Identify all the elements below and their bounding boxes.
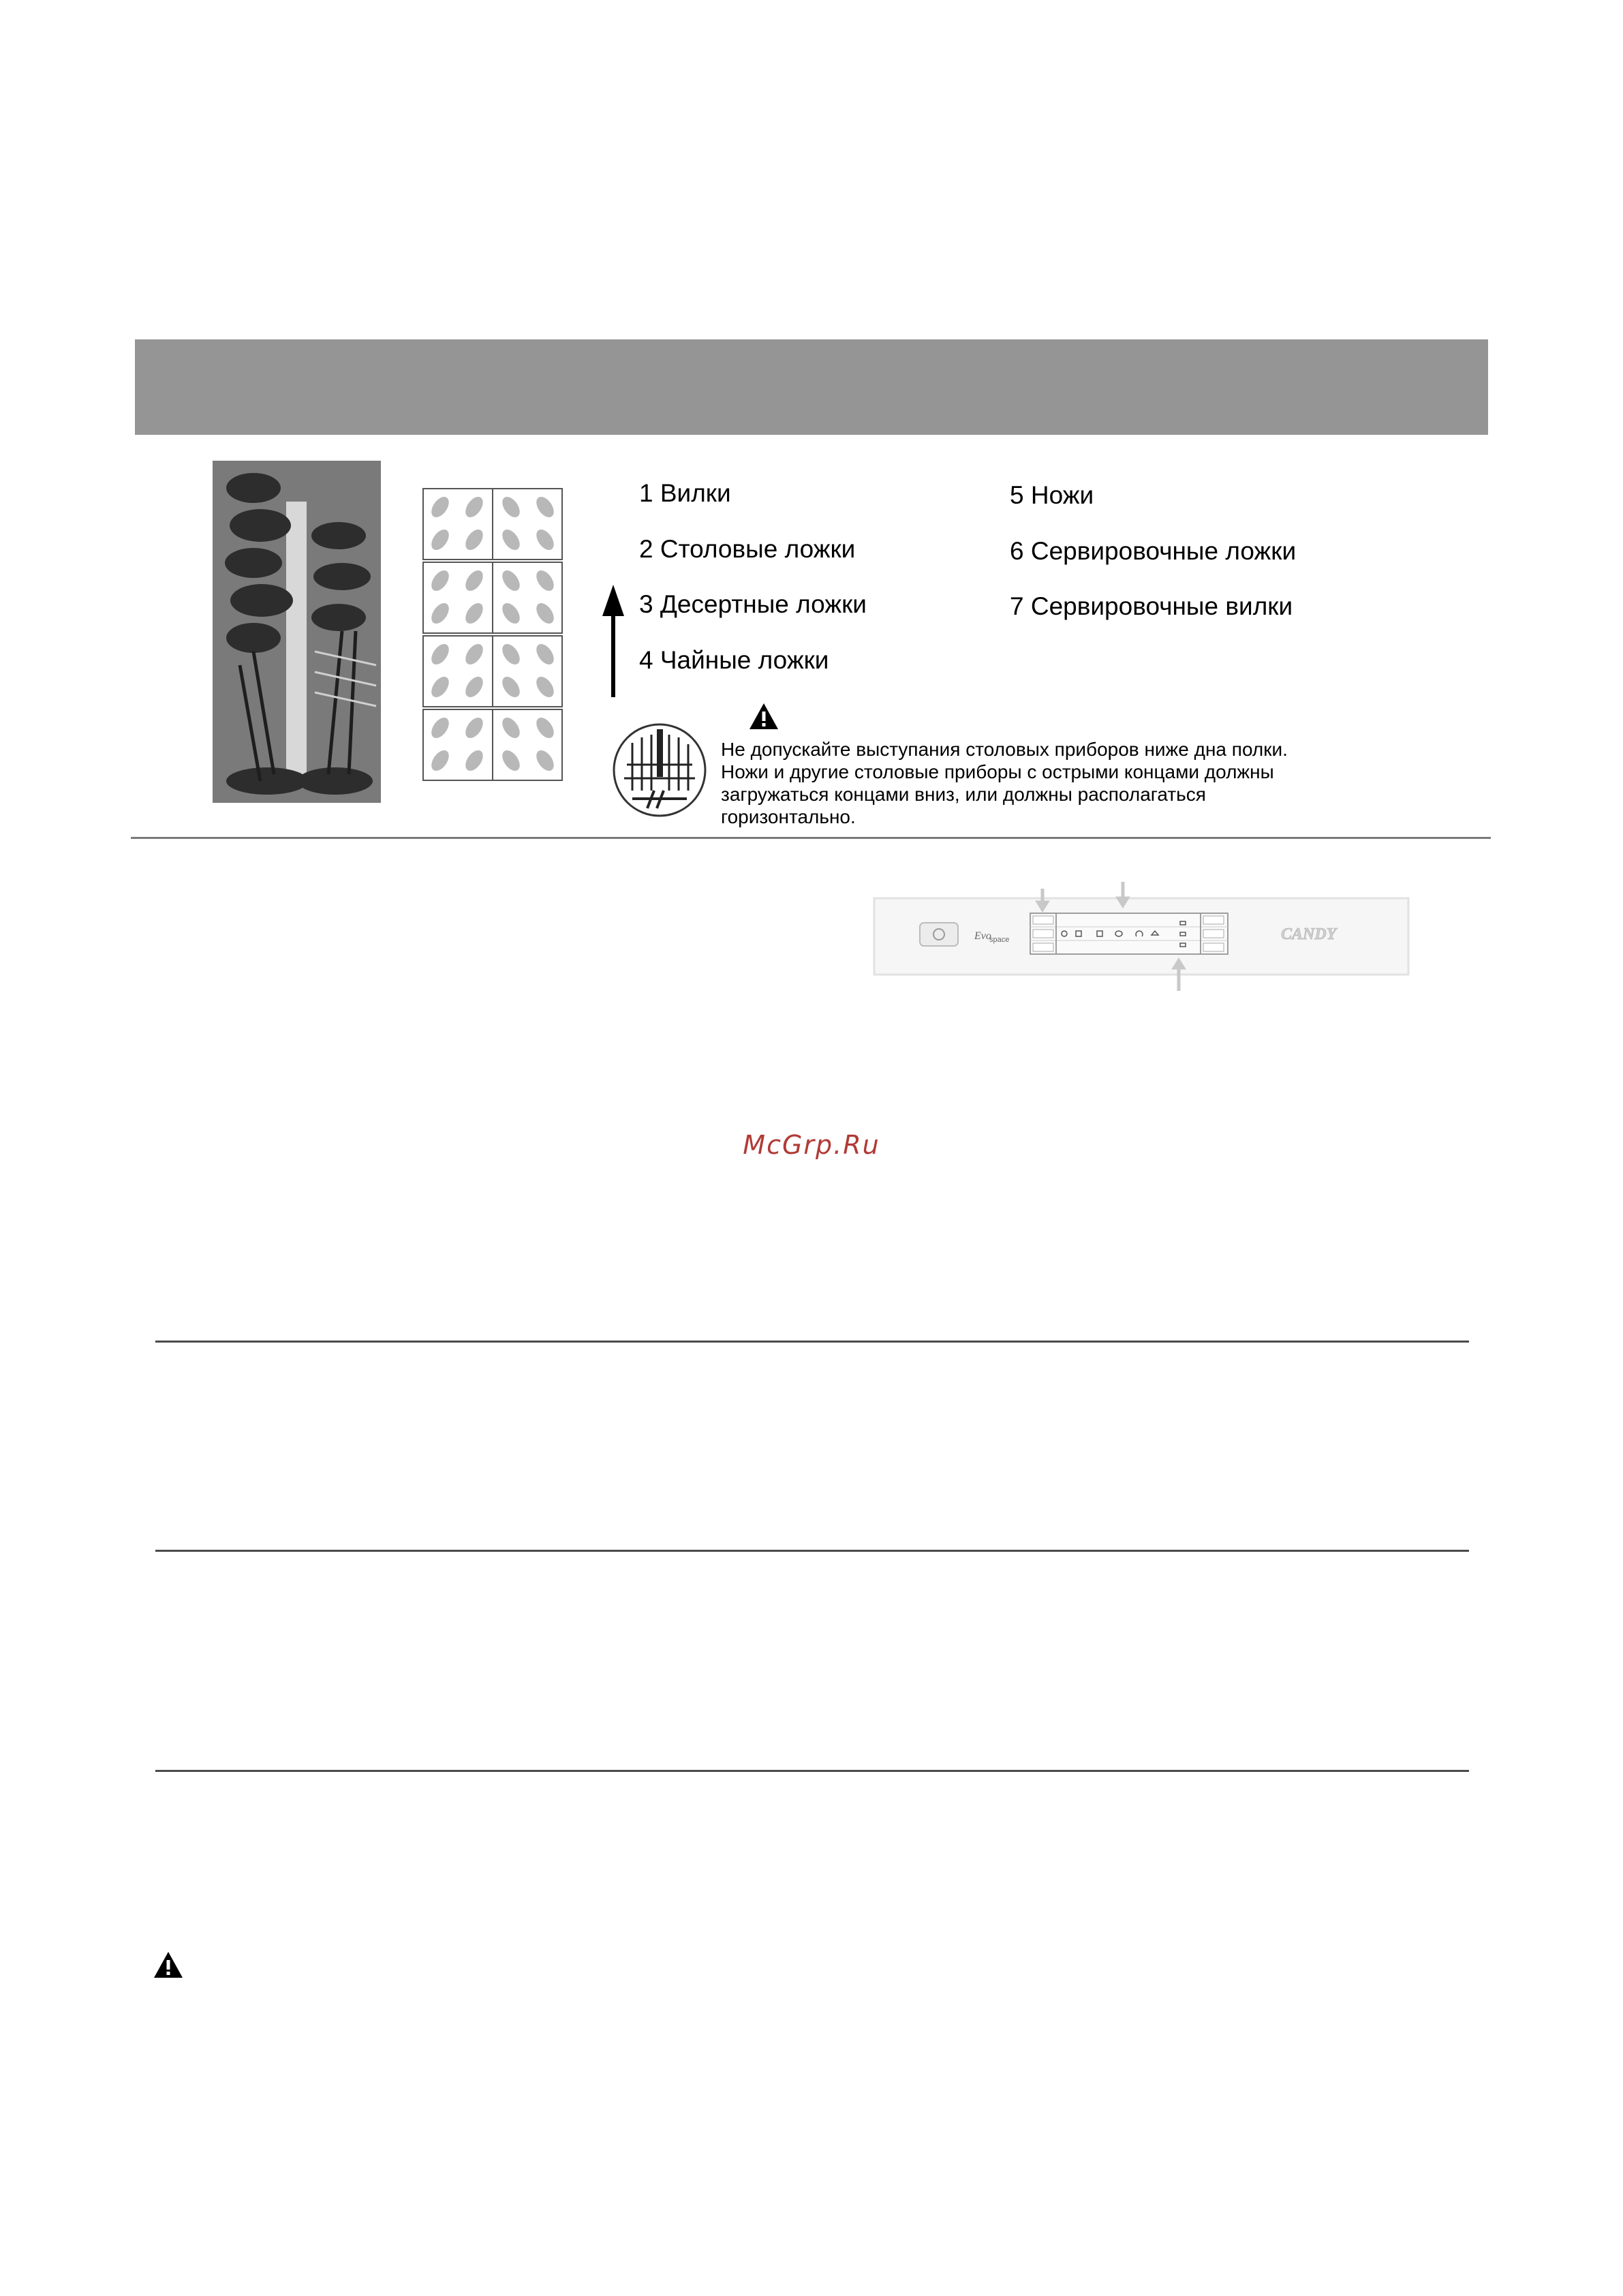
warning-line: загружаться концами вниз, или должны располагаться: [721, 784, 1206, 805]
model-logo: Evo: [974, 930, 991, 942]
model-logo-sub: space: [989, 936, 1010, 944]
section-divider: [131, 837, 1491, 839]
warning-triangle-icon: [748, 702, 779, 734]
section-divider: [155, 1341, 1469, 1343]
warning-line: горизонтально.: [721, 806, 856, 827]
warning-text: [721, 738, 1389, 828]
control-panel-illustration: [872, 882, 1410, 996]
section-divider: [155, 1770, 1469, 1772]
arrow-up-icon: [600, 585, 627, 701]
list-item-forks: 1 Вилки: [639, 479, 731, 507]
list-item-knives: 5 Ножи: [1010, 481, 1094, 509]
list-item-tea-spoons: 4 Чайные ложки: [639, 646, 829, 674]
brand-logo: CANDY: [1281, 925, 1337, 943]
list-item-table-spoons: 2 Столовые ложки: [639, 535, 856, 563]
cutlery-tips-down-icon: [612, 722, 707, 821]
section-header-band: [135, 339, 1488, 435]
warning-line: Не допускайте выступания столовых приборов ниже дна полки.: [721, 739, 1288, 760]
section-divider: [155, 1550, 1469, 1552]
basket-grid-diagram: [422, 488, 563, 786]
list-item-dessert-spoons: 3 Десертные ложки: [639, 590, 867, 618]
warning-line: Ножи и другие столовые приборы с острыми концами должны: [721, 761, 1274, 782]
watermark: McGrp.Ru: [743, 1130, 880, 1160]
warning-triangle-icon: [153, 1950, 184, 1983]
list-item-serving-forks: 7 Сервировочные вилки: [1010, 592, 1293, 620]
list-item-serving-spoons: 6 Сервировочные ложки: [1010, 537, 1297, 565]
cutlery-basket-photo: [213, 461, 381, 803]
